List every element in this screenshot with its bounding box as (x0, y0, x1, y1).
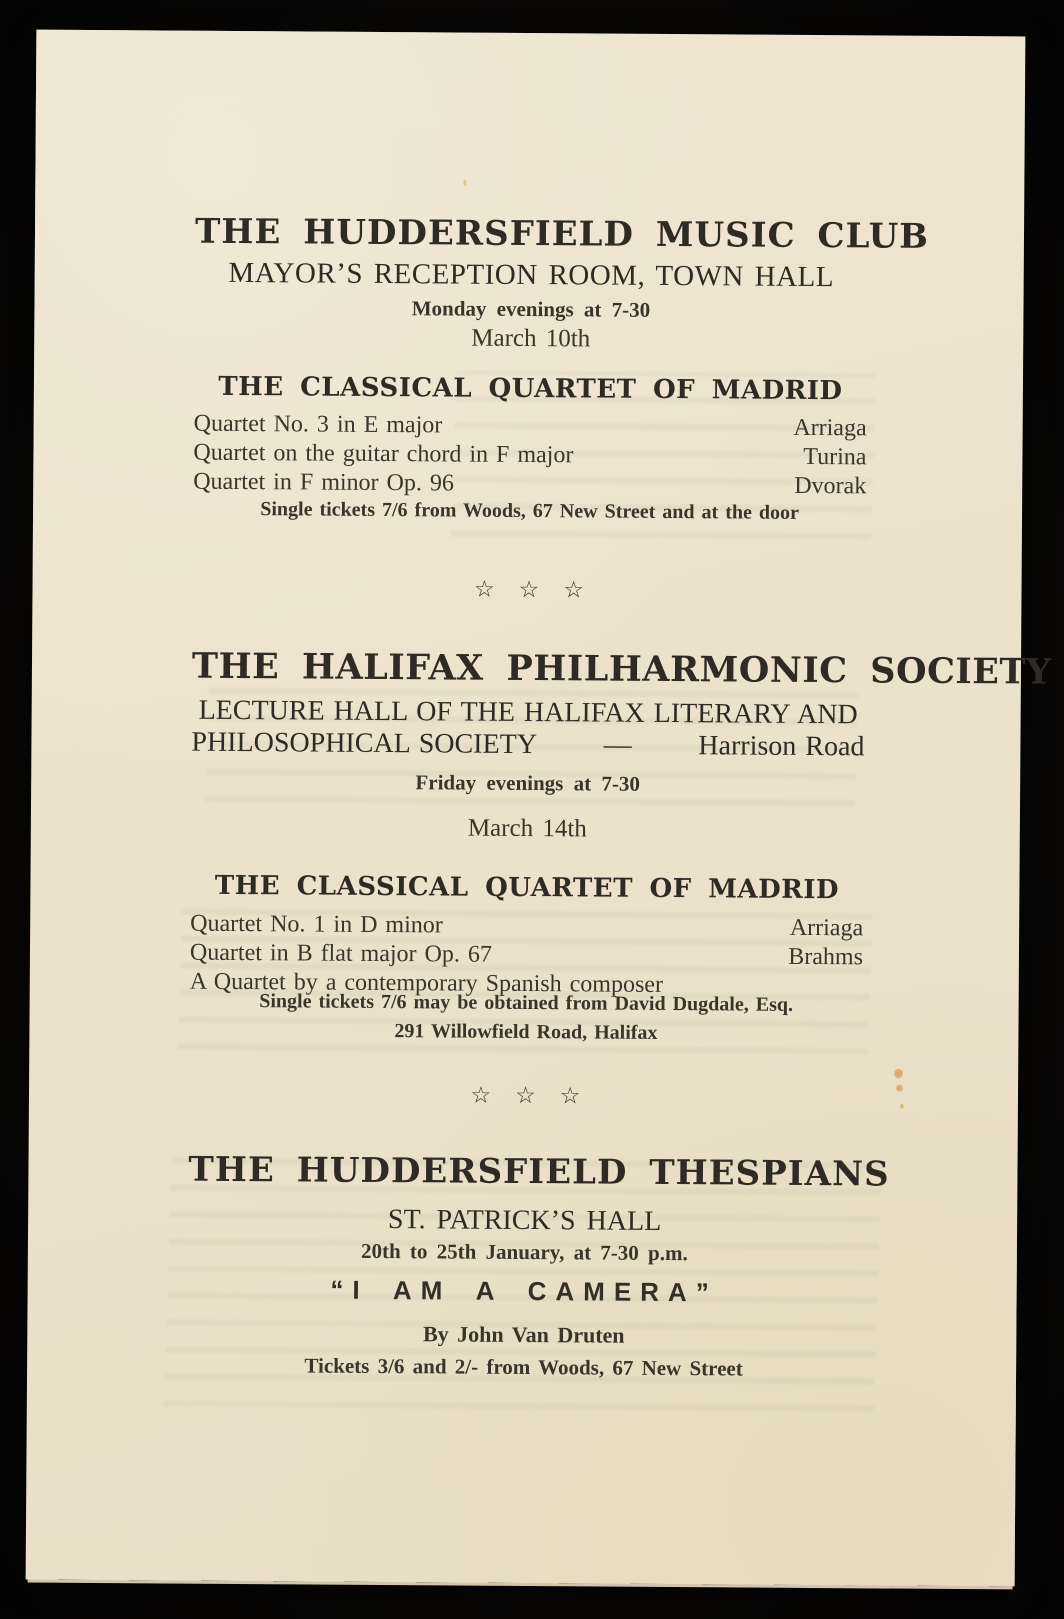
venue-line2-right: Harrison Road (698, 730, 865, 763)
play-title: “I AM A CAMERA” (330, 1274, 718, 1308)
venue-line2-left: PHILOSOPHICAL SOCIETY (191, 726, 538, 761)
work-title: Quartet No. 3 in E major (193, 410, 443, 439)
philharmonic-tickets-info (189, 987, 862, 1050)
philharmonic-event-title: THE CLASSICAL QUARTET OF MADRID (214, 870, 840, 906)
philharmonic-schedule: Friday evenings at 7-30 (415, 770, 640, 796)
star-icon: ☆ (515, 1082, 536, 1109)
programme-row (190, 939, 863, 973)
philharmonic-venue (191, 695, 864, 764)
venue-line2-dash: — (603, 729, 632, 761)
composer-name: Arriaga (793, 414, 867, 442)
work-title: Quartet on the guitar chord in F major (193, 439, 574, 469)
philharmonic-venue-line2 (191, 727, 864, 764)
work-title: Quartet in B flat major Op. 67 (189, 939, 493, 968)
play-author: By John Van Druten (422, 1321, 625, 1348)
star-icon: ☆ (470, 1082, 492, 1108)
music-club-schedule: Monday evenings at 7-30 (411, 296, 651, 322)
composer-name: Brahms (788, 943, 864, 971)
thespians-dates: 20th to 25th January, at 7-30 p.m. (360, 1238, 688, 1266)
composer-name: Dvorak (794, 472, 867, 500)
composer-name: Turina (803, 443, 867, 471)
text-column (186, 31, 1052, 1586)
tickets-line1: Single tickets 7/6 may be obtained from David Dugdale, Esq. (259, 990, 794, 1016)
star-icon: ☆ (518, 576, 540, 603)
paper-stain (894, 1069, 903, 1079)
music-club-programme (193, 410, 867, 502)
philharmonic-venue-line1: LECTURE HALL OF THE HALIFAX LITERARY AND (198, 694, 858, 731)
music-club-tickets-info: Single tickets 7/6 from Woods, 67 New Street and at the door (260, 498, 799, 524)
music-club-date: March 10th (471, 324, 591, 353)
star-icon: ☆ (563, 577, 585, 603)
thespians-venue: ST. PATRICK’S HALL (387, 1204, 662, 1237)
star-separator (192, 576, 865, 604)
programme-row (193, 439, 866, 473)
music-club-event-title: THE CLASSICAL QUARTET OF MADRID (218, 371, 843, 407)
thespians-tickets-info: Tickets 3/6 and 2/- from Woods, 67 New Street (304, 1353, 743, 1381)
star-icon: ☆ (559, 1083, 581, 1109)
programme-row (190, 910, 863, 944)
work-title: Quartet No. 1 in D minor (190, 910, 443, 939)
star-icon: ☆ (474, 576, 495, 602)
programme-row (193, 468, 866, 502)
philharmonic-date: March 14th (467, 814, 587, 843)
work-title: Quartet in F minor Op. 96 (193, 468, 454, 497)
paper-stain (896, 1085, 903, 1092)
paper-stain (900, 1104, 904, 1109)
composer-name: Arriaga (789, 914, 864, 942)
programme-row (194, 410, 867, 444)
star-separator (189, 1082, 862, 1110)
philharmonic-title: THE HALIFAX PHILHARMONIC SOCIETY (191, 645, 1052, 693)
music-club-venue: MAYOR’S RECEPTION ROOM, TOWN HALL (228, 256, 835, 294)
tickets-line2: 291 Willowfield Road, Halifax (394, 1020, 658, 1044)
music-club-title: THE HUDDERSFIELD MUSIC CLUB (194, 211, 930, 257)
work-title: A Quartet by a contemporary Spanish composer (189, 968, 664, 998)
programme-leaflet-page (26, 30, 1052, 1587)
thespians-title: THE HUDDERSFIELD THESPIANS (188, 1149, 890, 1195)
